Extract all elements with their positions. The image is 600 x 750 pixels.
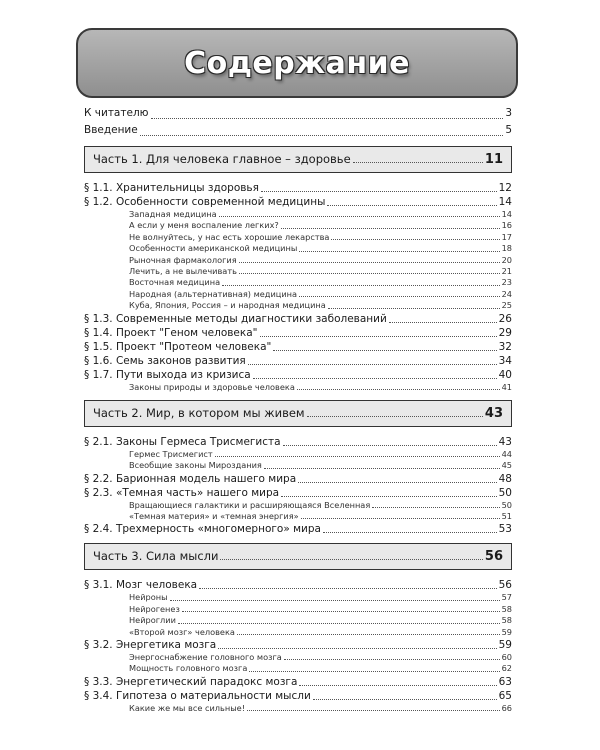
toc-section-entry-title: § 3.1. Мозг человека [84,579,198,592]
toc-subsection-entry[interactable] [84,266,512,277]
toc-subsection-entry[interactable] [84,500,512,511]
dot-leader [299,296,500,297]
toc-subsection-entry[interactable] [84,300,512,311]
toc-subsection-entry-page-number: 20 [501,254,512,265]
toc-subsection-entry[interactable] [84,209,512,220]
toc-section-entry-page-number: 29 [498,326,512,339]
dot-leader [220,559,482,560]
toc-section-entry-title: § 2.3. «Темная часть» нашего мира [84,486,280,499]
toc-subsection-entry-title: Восточная медицина [129,277,221,288]
toc-part-heading-title: Часть 2. Мир, в котором мы живем [93,405,305,420]
toc-subsection-entry-title: А если у меня воспаление легких? [129,220,279,231]
table-of-contents [84,105,512,714]
dot-leader [297,389,500,390]
dot-leader [215,456,500,457]
dot-leader [283,445,497,446]
toc-section-entry[interactable] [84,181,512,195]
toc-intro-entry-title: Введение [84,124,138,136]
toc-subsection-entry[interactable] [84,449,512,460]
dot-leader [253,378,497,379]
dot-leader [299,251,499,252]
dot-leader [260,336,497,337]
dot-leader [298,482,497,483]
toc-subsection-entry-title: Вращающиеся галактики и расширяющаяся Вселенная [129,499,371,510]
toc-subsection-entry-page-number: 24 [501,288,512,299]
toc-section-entry-title: § 1.1. Хранительницы здоровья [84,182,259,194]
dot-leader [327,205,496,206]
dot-leader [261,191,497,192]
dot-leader [182,611,500,612]
toc-subsection-entry[interactable] [84,604,512,615]
toc-subsection-entry-title: Какие же мы все сильные! [129,702,245,713]
dot-leader [299,685,496,686]
toc-subsection-entry-title: Нейрогенез [129,603,180,614]
dot-leader [323,532,497,533]
toc-subsection-entry-title: «Темная материя» и «темная энергия» [129,511,299,522]
toc-subsection-entry-title: Нейроглии [129,615,176,626]
toc-subsection-entry-page-number: 14 [501,209,512,219]
toc-subsection-entry-page-number: 62 [501,663,512,674]
toc-section-entry-title: § 2.2. Барионная модель нашего мира [84,472,297,485]
toc-section-entry-page-number: 56 [498,579,512,592]
toc-part-heading-title: Часть 1. Для человека главное – здоровье [93,152,351,166]
toc-subsection-entry-page-number: 45 [501,460,512,471]
toc-subsection-entry[interactable] [84,289,512,300]
toc-subsection-entry-title: Рыночная фармакология [129,254,237,265]
toc-subsection-entry[interactable] [84,592,512,603]
toc-section-entry[interactable] [84,578,512,592]
toc-part-heading-page-number: 11 [484,152,503,167]
toc-section-entry-page-number: 43 [498,435,512,448]
toc-subsection-entry-page-number: 23 [501,277,512,288]
toc-subsection-entry-title: Народная (альтернативная) медицина [129,288,298,299]
toc-subsection-entry-title: Мощность головного мозга [129,663,248,674]
dot-leader [264,468,500,469]
toc-subsection-entry-title: «Второй мозг» человека [129,626,235,637]
toc-section-entry[interactable] [84,195,512,209]
toc-section-entry-title: § 1.6. Семь законов развития [84,354,246,367]
toc-subsection-entry-title: Лечить, а не вылечивать [129,265,237,276]
toc-section-entry-title: § 1.7. Пути выхода из кризиса [84,368,251,381]
toc-intro-entry-title: К читателю [84,107,149,119]
toc-section-entry-title: § 1.3. Современные методы диагностики заболеваний [84,312,387,325]
toc-section-entry-title: § 1.4. Проект "Геном человека" [84,326,258,339]
toc-subsection-entry-page-number: 44 [501,448,512,459]
toc-subsection-entry-title: Энергоснабжение головного мозга [129,652,282,663]
toc-section-entry-page-number: 48 [498,472,512,485]
toc-section-entry-page-number: 50 [498,486,512,499]
dot-leader [219,216,500,217]
toc-section-entry-title: § 3.4. Гипотеза о материальности мысли [84,689,311,702]
toc-subsection-entry-page-number: 17 [501,231,512,242]
toc-section-entry[interactable] [84,312,512,326]
dot-leader [273,350,496,351]
toc-subsection-entry-page-number: 58 [501,603,512,614]
toc-subsection-entry-title: Особенности американской медицины [129,243,298,254]
dot-leader [239,262,500,263]
toc-section-entry-page-number: 26 [498,312,512,325]
toc-subsection-entry[interactable] [84,277,512,288]
toc-subsection-entry-page-number: 25 [501,300,512,311]
toc-section-entry-title: § 2.1. Законы Гермеса Трисмегиста [84,435,281,448]
toc-section-entry-page-number: 34 [498,354,512,367]
toc-subsection-entry[interactable] [84,232,512,243]
toc-part-heading[interactable] [84,146,512,173]
dot-leader [307,416,483,417]
toc-subsection-entry-page-number: 60 [501,652,512,663]
dot-leader [239,273,500,274]
toc-subsection-entry[interactable] [84,703,512,714]
toc-subsection-entry[interactable] [84,243,512,254]
toc-section-entry-title: § 1.2. Особенности современной медицины [84,196,326,208]
dot-leader [372,507,499,508]
toc-subsection-entry-title: Всеобщие законы Мироздания [129,460,262,471]
dot-leader [218,648,496,649]
dot-leader [170,600,500,601]
toc-section-entry[interactable] [84,354,512,368]
dot-leader [284,659,500,660]
toc-section-entry-title: § 3.2. Энергетика мозга [84,639,217,652]
toc-part-heading[interactable] [84,400,512,427]
toc-section-entry-page-number: 53 [498,523,512,536]
dot-leader [281,496,497,497]
toc-section-entry[interactable] [84,689,512,703]
toc-part-heading-page-number: 43 [484,405,503,421]
toc-subsection-entry-page-number: 21 [501,265,512,276]
toc-section-entry[interactable] [84,638,512,652]
toc-section-entry-title: § 2.4. Трехмерность «многомерного» мира [84,523,321,536]
toc-subsection-entry[interactable] [84,460,512,471]
toc-subsection-entry[interactable] [84,663,512,674]
dot-leader [331,239,499,240]
toc-section-entry-page-number: 63 [498,675,512,688]
dot-leader [178,623,500,624]
toc-section-entry-title: § 3.3. Энергетический парадокс мозга [84,675,298,688]
toc-section-entry[interactable] [84,326,512,340]
dot-leader [281,228,500,229]
toc-section-entry-page-number: 32 [498,340,512,353]
toc-subsection-entry-title: Нейроны [129,592,168,603]
toc-intro-entry[interactable] [84,105,512,122]
toc-subsection-entry[interactable] [84,511,512,522]
toc-section-entry[interactable] [84,486,512,500]
toc-part-heading-page-number: 56 [484,549,503,565]
toc-subsection-entry[interactable] [84,615,512,626]
toc-subsection-entry[interactable] [84,652,512,663]
dot-leader [389,322,497,323]
dot-leader [247,710,500,711]
toc-section-entry[interactable] [84,675,512,689]
toc-subsection-entry-page-number: 51 [501,511,512,522]
toc-intro-entry[interactable] [84,122,512,139]
toc-intro-entry-page-number: 3 [505,107,512,119]
dot-leader [140,135,504,136]
toc-subsection-entry-page-number: 57 [501,592,512,603]
dot-leader [248,364,497,365]
dot-leader [151,118,504,119]
toc-section-entry[interactable] [84,472,512,486]
toc-subsection-entry-title: Гермес Трисмегист [129,448,213,459]
toc-subsection-entry-title: Законы природы и здоровье человека [129,381,295,392]
dot-leader [199,588,497,589]
toc-section-entry[interactable] [84,368,512,382]
dot-leader [313,699,497,700]
toc-subsection-entry-page-number: 18 [501,243,512,254]
dot-leader [249,671,499,672]
toc-subsection-entry-title: Западная медицина [129,209,217,219]
toc-section-entry[interactable] [84,522,512,536]
title-banner [76,28,518,98]
toc-subsection-entry-page-number: 50 [501,499,512,510]
toc-section-entry-page-number: 59 [498,639,512,652]
toc-subsection-entry[interactable] [84,220,512,231]
toc-subsection-entry[interactable] [84,255,512,266]
page-title: Содержание [184,45,410,81]
toc-section-entry-title: § 1.5. Проект "Протеом человека" [84,340,272,353]
toc-subsection-entry-page-number: 58 [501,615,512,626]
toc-subsection-entry-page-number: 66 [501,702,512,713]
dot-leader [237,634,500,635]
toc-section-entry-page-number: 40 [498,368,512,381]
toc-section-entry-page-number: 14 [498,196,512,208]
toc-section-entry[interactable] [84,435,512,449]
toc-subsection-entry[interactable] [84,382,512,393]
toc-subsection-entry[interactable] [84,627,512,638]
dot-leader [222,285,499,286]
toc-section-entry-page-number: 12 [498,182,512,194]
dot-leader [353,162,483,163]
toc-subsection-entry-page-number: 59 [501,626,512,637]
toc-part-heading-title: Часть 3. Сила мысли [93,549,219,564]
dot-leader [328,308,500,309]
toc-subsection-entry-page-number: 16 [501,220,512,231]
toc-subsection-entry-title: Не волнуйтесь, у нас есть хорошие лекарства [129,231,330,242]
dot-leader [301,518,500,519]
toc-section-entry-page-number: 65 [498,689,512,702]
toc-subsection-entry-page-number: 41 [501,381,512,392]
toc-intro-entry-page-number: 5 [505,124,512,136]
toc-part-heading[interactable] [84,543,512,570]
toc-subsection-entry-title: Куба, Япония, Россия – и народная медицина [129,300,326,311]
toc-section-entry[interactable] [84,340,512,354]
